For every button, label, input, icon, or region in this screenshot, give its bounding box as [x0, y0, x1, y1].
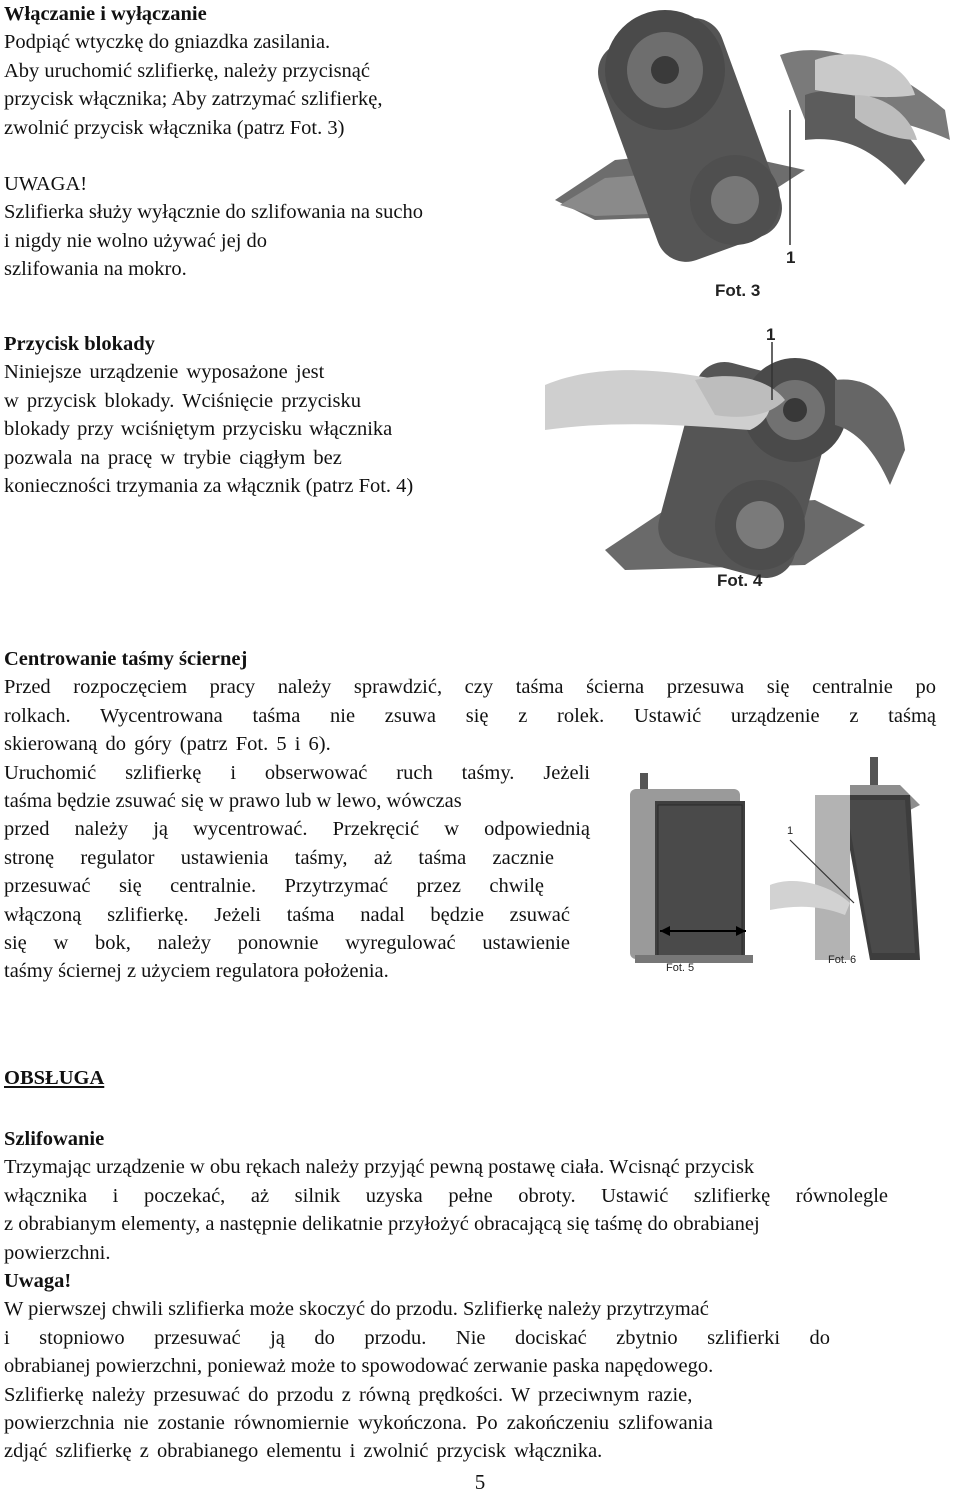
fot4-caption: Fot. 4	[717, 571, 763, 590]
heading-note: Uwaga!	[4, 1270, 72, 1293]
text-line: pozwala na pracę w trybie ciągłym bez	[4, 446, 342, 469]
fot5-fot6-figure	[600, 755, 956, 980]
text-line: Podpiąć wtyczkę do gniazdka zasilania.	[4, 31, 331, 54]
heading-lock-button: Przycisk blokady	[4, 333, 155, 355]
heading-sanding: Szlifowanie	[4, 1128, 105, 1150]
text-line: taśma będzie zsuwać się w prawo lub w lewo, wówczas	[4, 790, 462, 813]
fot4-figure	[545, 320, 960, 600]
text-line: Uruchomić szlifierkę i obserwować ruch taśmy. Jeżeli	[4, 761, 590, 784]
text-line: i stopniowo przesuwać ją do przodu. Nie dociskać zbytnio szlifierki do	[4, 1326, 830, 1349]
text-line: powierzchnia nie zostanie równomiernie wykończona. Po zakończeniu szlifowania	[4, 1412, 713, 1435]
text-line: się w bok, należy ponownie wyregulować ustawienie	[4, 932, 570, 955]
text-line: konieczności trzymania za włącznik (patrz Fot. 4)	[4, 475, 414, 498]
text-line: stronę regulator ustawienia taśmy, aż taśma zacznie	[4, 846, 554, 869]
text-line: zdjąć szlifierkę z obrabianego elementu i zwolnić przycisk włącznika.	[4, 1440, 603, 1463]
heading-warning: UWAGA!	[4, 173, 88, 195]
text-line: przed należy ją wycentrować. Przekręcić w odpowiednią	[4, 818, 590, 841]
text-line: włącznika i poczekać, aż silnik uzyska pełne obroty. Ustawić szlifierkę równolegle	[4, 1184, 888, 1207]
heading-operation: OBSŁUGA	[4, 1067, 105, 1089]
section-operation	[4, 1064, 104, 1092]
text-line: i nigdy nie wolno używać jej do	[4, 229, 268, 252]
fot4-marker: 1	[766, 325, 776, 344]
text-line: zwolnić przycisk włącznika (patrz Fot. 3)	[4, 116, 345, 139]
text-line: rolkach. Wycentrowana taśma nie zsuwa się z rolek. Ustawić urządzenie z taśmą	[4, 704, 936, 727]
section-switching	[4, 0, 383, 142]
text-line: przesuwać się centralnie. Przytrzymać przez chwilę	[4, 875, 544, 898]
fot5-caption: Fot. 5	[666, 962, 695, 974]
text-line: Szlifierka służy wyłącznie do szlifowania na sucho	[4, 201, 423, 224]
section-sanding	[4, 1125, 936, 1466]
text-line: z obrabianym elementy, a następnie delikatnie przyłożyć obracającą się taśmę do obrabianej	[4, 1213, 760, 1236]
text-line: blokady przy wciśniętym przycisku włącznika	[4, 418, 393, 441]
text-line: przycisk włącznika; Aby zatrzymać szlifierkę,	[4, 88, 383, 111]
fot3-marker: 1	[786, 248, 796, 267]
text-line: Szlifierkę należy przesuwać do przodu z równą prędkości. W przeciwnym razie,	[4, 1383, 693, 1406]
text-line: W pierwszej chwili szlifierka może skoczyć do przodu. Szlifierkę należy przytrzymać	[4, 1298, 709, 1321]
text-line: szlifowania na mokro.	[4, 258, 187, 281]
text-line: obrabianej powierzchni, ponieważ może to spowodować zerwanie paska napędowego.	[4, 1355, 714, 1378]
fot6-marker: 1	[787, 825, 794, 837]
text-line: Przed rozpoczęciem pracy należy sprawdzić, czy taśma ścierna przesuwa się centralnie po	[4, 676, 936, 699]
text-line: skierowaną do góry (patrz Fot. 5 i 6).	[4, 733, 331, 756]
page-number: 5	[474, 1470, 486, 1494]
text-line: Niniejsze urządzenie wyposażone jest	[4, 361, 325, 384]
fot3-figure	[555, 0, 960, 305]
fot6-caption: Fot. 6	[828, 954, 857, 966]
text-line: Aby uruchomić szlifierkę, należy przycisnąć	[4, 59, 370, 82]
section-warning	[4, 170, 423, 284]
text-line: powierzchni.	[4, 1241, 111, 1264]
section-lock-button	[4, 330, 504, 500]
text-line: w przycisk blokady. Wciśnięcie przycisku	[4, 389, 361, 412]
heading-belt-centering: Centrowanie taśmy ściernej	[4, 648, 248, 670]
fot3-caption: Fot. 3	[715, 281, 761, 300]
text-line: włączoną szlifierkę. Jeżeli taśma nadal będzie zsuwać	[4, 903, 570, 926]
text-line: taśmy ściernej z użyciem regulatora położenia.	[4, 960, 389, 983]
heading-switching: Włączanie i wyłączanie	[4, 3, 207, 25]
text-line: Trzymając urządzenie w obu rękach należy przyjąć pewną postawę ciała. Wcisnąć przycisk	[4, 1156, 755, 1179]
